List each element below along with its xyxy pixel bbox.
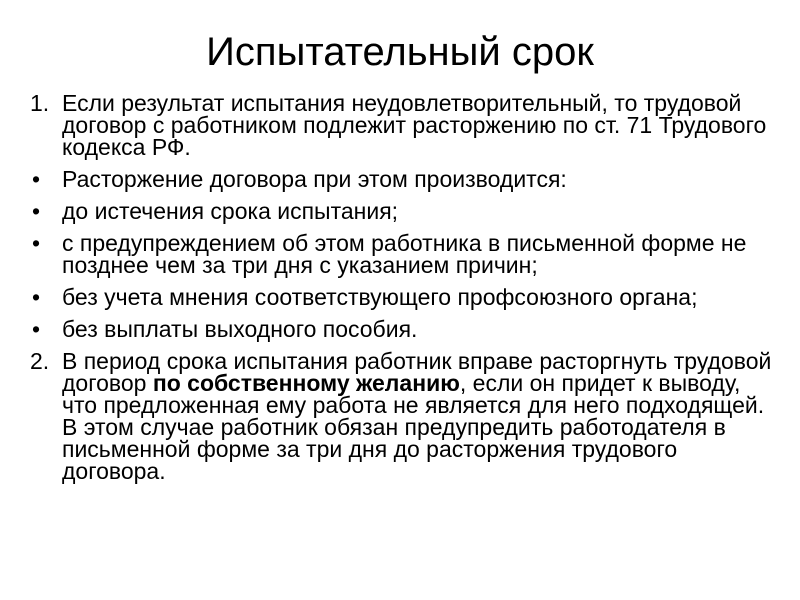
bullet-marker: • (32, 198, 41, 224)
item-text: без выплаты выходного пособия. (62, 316, 418, 342)
number-marker: 2. (30, 348, 50, 374)
item-text: с предупреждением об этом работника в письменной форме не позднее чем за три дня с указанием причин; (62, 230, 747, 278)
bullet-marker: • (32, 230, 41, 256)
list-item-7 (30, 350, 775, 482)
item-text: до истечения срока испытания; (62, 198, 399, 224)
list-item-3 (30, 200, 775, 222)
item-text: Если результат испытания неудовлетворительный, то трудовой договор с работником подлежит расторжению по ст. 71 Трудового кодекса РФ. (62, 90, 767, 160)
item-text: без учета мнения соответствующего профсоюзного органа; (62, 284, 698, 310)
bullet-marker: • (32, 284, 41, 310)
item-text-bold: по собственному желанию (152, 370, 460, 396)
content-list (30, 92, 775, 492)
list-item-4 (30, 232, 775, 276)
bullet-marker: • (32, 166, 41, 192)
slide-title: Испытательный срок (206, 30, 594, 74)
number-marker: 1. (30, 90, 50, 116)
item-text-after: , если он придет к выводу, что предложенная ему работа не является для него подходящей. В этом случае работник обязан предупредить работодателя в письменной форме за три дня до расторжения трудового договора. (62, 370, 765, 484)
item-text-before: В период срока испытания работник вправе расторгнуть трудовой договор (62, 348, 772, 396)
list-item-5 (30, 286, 775, 308)
bullet-marker: • (32, 316, 41, 342)
item-text: Расторжение договора при этом производится: (62, 166, 567, 192)
list-item-1 (30, 92, 775, 158)
list-item-2 (30, 168, 775, 190)
list-item-6 (30, 318, 775, 340)
